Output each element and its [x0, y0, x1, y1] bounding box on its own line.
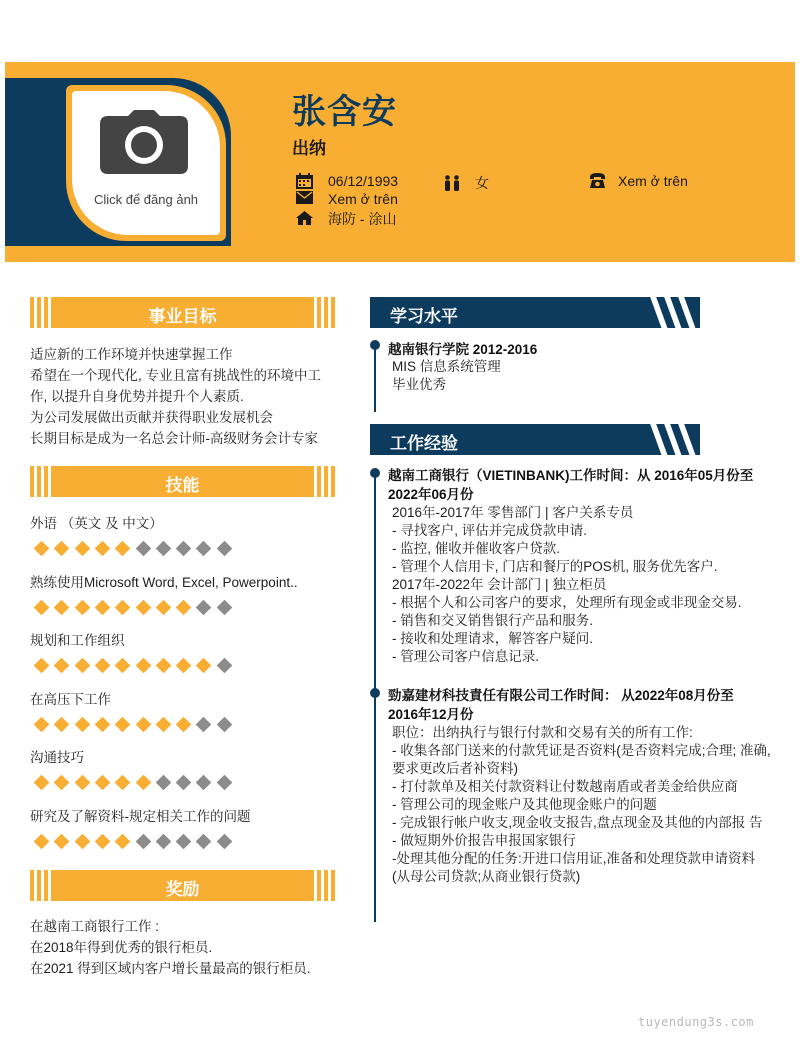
awards-text — [30, 916, 340, 979]
rating-diamond — [135, 541, 151, 557]
rating-diamond — [115, 541, 131, 557]
education-banner — [370, 297, 700, 328]
skill-name: 沟通技巧 — [30, 750, 84, 765]
objective-banner — [30, 297, 335, 328]
rating-diamond — [34, 775, 50, 791]
rating-diamond — [156, 541, 172, 557]
rating-diamond — [95, 717, 111, 733]
objective-line: 作, 以提升自身优势并提升个人素质. — [30, 389, 244, 404]
email-value: Xem ở trên — [328, 191, 398, 207]
rating-diamond — [176, 600, 192, 616]
skill-rating — [30, 774, 340, 790]
rating-diamond — [176, 775, 192, 791]
experience-title: 工作经验 — [390, 434, 458, 453]
rating-diamond — [115, 717, 131, 733]
phone-value: Xem ở trên — [618, 173, 688, 189]
job-line: - 销售和交叉销售银行产品和服务. — [392, 613, 593, 628]
rating-diamond — [156, 600, 172, 616]
job-line: -处理其他分配的任务:开进口信用证,准备和处理贷款申请资料 — [392, 851, 755, 866]
education-title: 学习水平 — [390, 307, 458, 326]
rating-diamond — [54, 600, 70, 616]
rating-diamond — [135, 717, 151, 733]
rating-diamond — [95, 658, 111, 674]
rating-diamond — [54, 658, 70, 674]
rating-diamond — [176, 717, 192, 733]
rating-diamond — [115, 834, 131, 850]
rating-diamond — [34, 717, 50, 733]
rating-diamond — [176, 834, 192, 850]
rating-diamond — [196, 775, 212, 791]
objective-line: 长期目标是成为一名总会计师-高级财务会计专家 — [30, 431, 318, 446]
rating-diamond — [95, 541, 111, 557]
rating-diamond — [74, 717, 90, 733]
phone-row — [589, 173, 688, 189]
timeline-dot — [370, 688, 380, 698]
timeline-dot — [370, 340, 380, 350]
skill-item — [30, 512, 340, 556]
awards-banner — [30, 870, 335, 901]
skill-item — [30, 746, 340, 790]
job-line: 2017年-2022年 会计部门 | 独立柜员 — [392, 577, 607, 592]
job-line: (从母公司贷款;从商业银行贷款) — [392, 869, 581, 884]
rating-diamond — [34, 541, 50, 557]
skill-rating — [30, 599, 340, 615]
rating-diamond — [135, 775, 151, 791]
job-line: - 管理个人信用卡, 门店和餐厅的POS机, 服务优先客户. — [392, 559, 718, 574]
rating-diamond — [34, 600, 50, 616]
job-heading-line: 2016年12月份 — [388, 707, 474, 722]
rating-diamond — [135, 658, 151, 674]
job-details — [392, 504, 787, 666]
rating-diamond — [216, 775, 232, 791]
skill-name: 外语 （英文 及 中文） — [30, 516, 163, 531]
rating-diamond — [54, 541, 70, 557]
rating-diamond — [115, 658, 131, 674]
skill-rating — [30, 657, 340, 673]
objective-text — [30, 344, 340, 449]
education-line: 毕业优秀 — [392, 377, 446, 392]
rating-diamond — [156, 717, 172, 733]
education-heading: 越南银行学院 2012-2016 — [388, 342, 538, 357]
rating-diamond — [135, 834, 151, 850]
rating-diamond — [196, 834, 212, 850]
job-line: - 接收和处理请求，解答客户疑问. — [392, 631, 593, 646]
skill-name: 熟练使用Microsoft Word, Excel, Powerpoint.. — [30, 575, 298, 590]
job-line: - 管理公司的现金账户及其他现金账户的问题 — [392, 797, 657, 812]
skill-rating — [30, 833, 340, 849]
experience-banner — [370, 424, 700, 455]
rating-diamond — [115, 600, 131, 616]
rating-diamond — [54, 834, 70, 850]
education-details — [392, 358, 787, 394]
job-line: - 寻找客户, 评估并完成贷款申请. — [392, 523, 587, 538]
rating-diamond — [74, 658, 90, 674]
rating-diamond — [216, 658, 232, 674]
birthdate-value: 06/12/1993 — [328, 173, 399, 189]
rating-diamond — [216, 834, 232, 850]
rating-diamond — [34, 834, 50, 850]
address-value: 海防 - 涂山 — [328, 211, 397, 227]
job-line: - 根据个人和公司客户的要求，处理所有现金或非现金交易. — [392, 595, 742, 610]
rating-diamond — [135, 600, 151, 616]
gender-value: 女 — [475, 175, 489, 191]
rating-diamond — [176, 541, 192, 557]
rating-diamond — [95, 600, 111, 616]
skill-item — [30, 688, 340, 732]
gender-row — [443, 173, 489, 193]
rating-diamond — [156, 775, 172, 791]
job-heading-line: 越南工商银行（VIETINBANK)工作时间：从 2016年05月份至 — [388, 468, 754, 483]
rating-diamond — [176, 658, 192, 674]
rating-diamond — [74, 775, 90, 791]
rating-diamond — [95, 775, 111, 791]
envelope-icon — [296, 191, 316, 207]
people-icon — [443, 175, 463, 191]
skill-name: 规划和工作组织 — [30, 633, 125, 648]
skill-item — [30, 629, 340, 673]
rating-diamond — [216, 717, 232, 733]
skills-banner — [30, 466, 335, 497]
education-line: MIS 信息系统管理 — [392, 359, 501, 374]
rating-diamond — [95, 834, 111, 850]
skill-name: 研究及了解资料-规定相关工作的问题 — [30, 809, 251, 824]
candidate-name: 张含安 — [292, 93, 397, 131]
rating-diamond — [74, 600, 90, 616]
skill-name: 在高压下工作 — [30, 692, 111, 707]
objective-title: 事业目标 — [148, 307, 217, 326]
photo-caption[interactable]: Click để đăng ảnh — [93, 192, 199, 207]
skill-rating — [30, 540, 340, 556]
rating-diamond — [54, 717, 70, 733]
job-line: 要求更改后者补资料) — [392, 761, 518, 776]
award-line: 在越南工商银行工作 : — [30, 919, 160, 934]
awards-title: 奖励 — [165, 880, 200, 899]
job-heading-line: 勁嘉建材科技責任有限公司工作时间： 从2022年08月份至 — [388, 688, 734, 703]
rating-diamond — [54, 775, 70, 791]
objective-line: 为公司发展做出贡献并获得职业发展机会 — [30, 410, 273, 425]
job-heading — [388, 686, 783, 724]
job-line: - 监控, 催收并催收客户贷款. — [392, 541, 560, 556]
phone-icon — [589, 173, 607, 189]
job-line: 2016年-2017年 零售部门 | 客户关系专员 — [392, 505, 634, 520]
job-line: - 打付款单及相关付款资料让付数越南盾或者美金给供应商 — [392, 779, 738, 794]
objective-line: 希望在一个现代化, 专业且富有挑战性的环境中工 — [30, 368, 322, 383]
job-line: - 做短期外价报告申报国家银行 — [392, 833, 576, 848]
rating-diamond — [196, 541, 212, 557]
job-line: - 完成银行帐户收支,现金收支报告,盘点现金及其他的内部报 告 — [392, 815, 763, 830]
skill-item — [30, 571, 340, 615]
skill-item — [30, 805, 340, 849]
award-line: 在2021 得到区域内客户增长量最高的银行柜员. — [30, 961, 311, 976]
home-icon — [296, 211, 316, 227]
rating-diamond — [74, 541, 90, 557]
rating-diamond — [196, 717, 212, 733]
job-heading — [388, 466, 783, 504]
rating-diamond — [216, 600, 232, 616]
job-heading-line: 2022年06月份 — [388, 487, 474, 502]
rating-diamond — [34, 658, 50, 674]
award-line: 在2018年得到优秀的银行柜员. — [30, 940, 213, 955]
calendar-icon — [296, 173, 316, 189]
camera-icon — [100, 110, 188, 174]
rating-diamond — [196, 658, 212, 674]
job-line: - 收集各部门送来的付款凭证是否资料(是否资料完成;合理; 准确, — [392, 743, 771, 758]
job-line: 职位：出纳执行与银行付款和交易有关的所有工作: — [392, 725, 693, 740]
skills-title: 技能 — [165, 476, 200, 495]
email-row — [296, 191, 398, 207]
timeline-dot — [370, 468, 380, 478]
job-details — [392, 724, 787, 886]
rating-diamond — [74, 834, 90, 850]
skill-rating — [30, 716, 340, 732]
address-row — [296, 209, 396, 229]
rating-diamond — [115, 775, 131, 791]
job-line: - 管理公司客户信息记录. — [392, 649, 539, 664]
candidate-role: 出纳 — [292, 139, 326, 158]
education-timeline — [374, 348, 376, 412]
rating-diamond — [196, 600, 212, 616]
watermark: tuyendung3s.com — [638, 1015, 754, 1029]
rating-diamond — [156, 834, 172, 850]
rating-diamond — [156, 658, 172, 674]
rating-diamond — [216, 541, 232, 557]
birthdate-row — [296, 173, 398, 189]
objective-line: 适应新的工作环境并快速掌握工作 — [30, 347, 233, 362]
